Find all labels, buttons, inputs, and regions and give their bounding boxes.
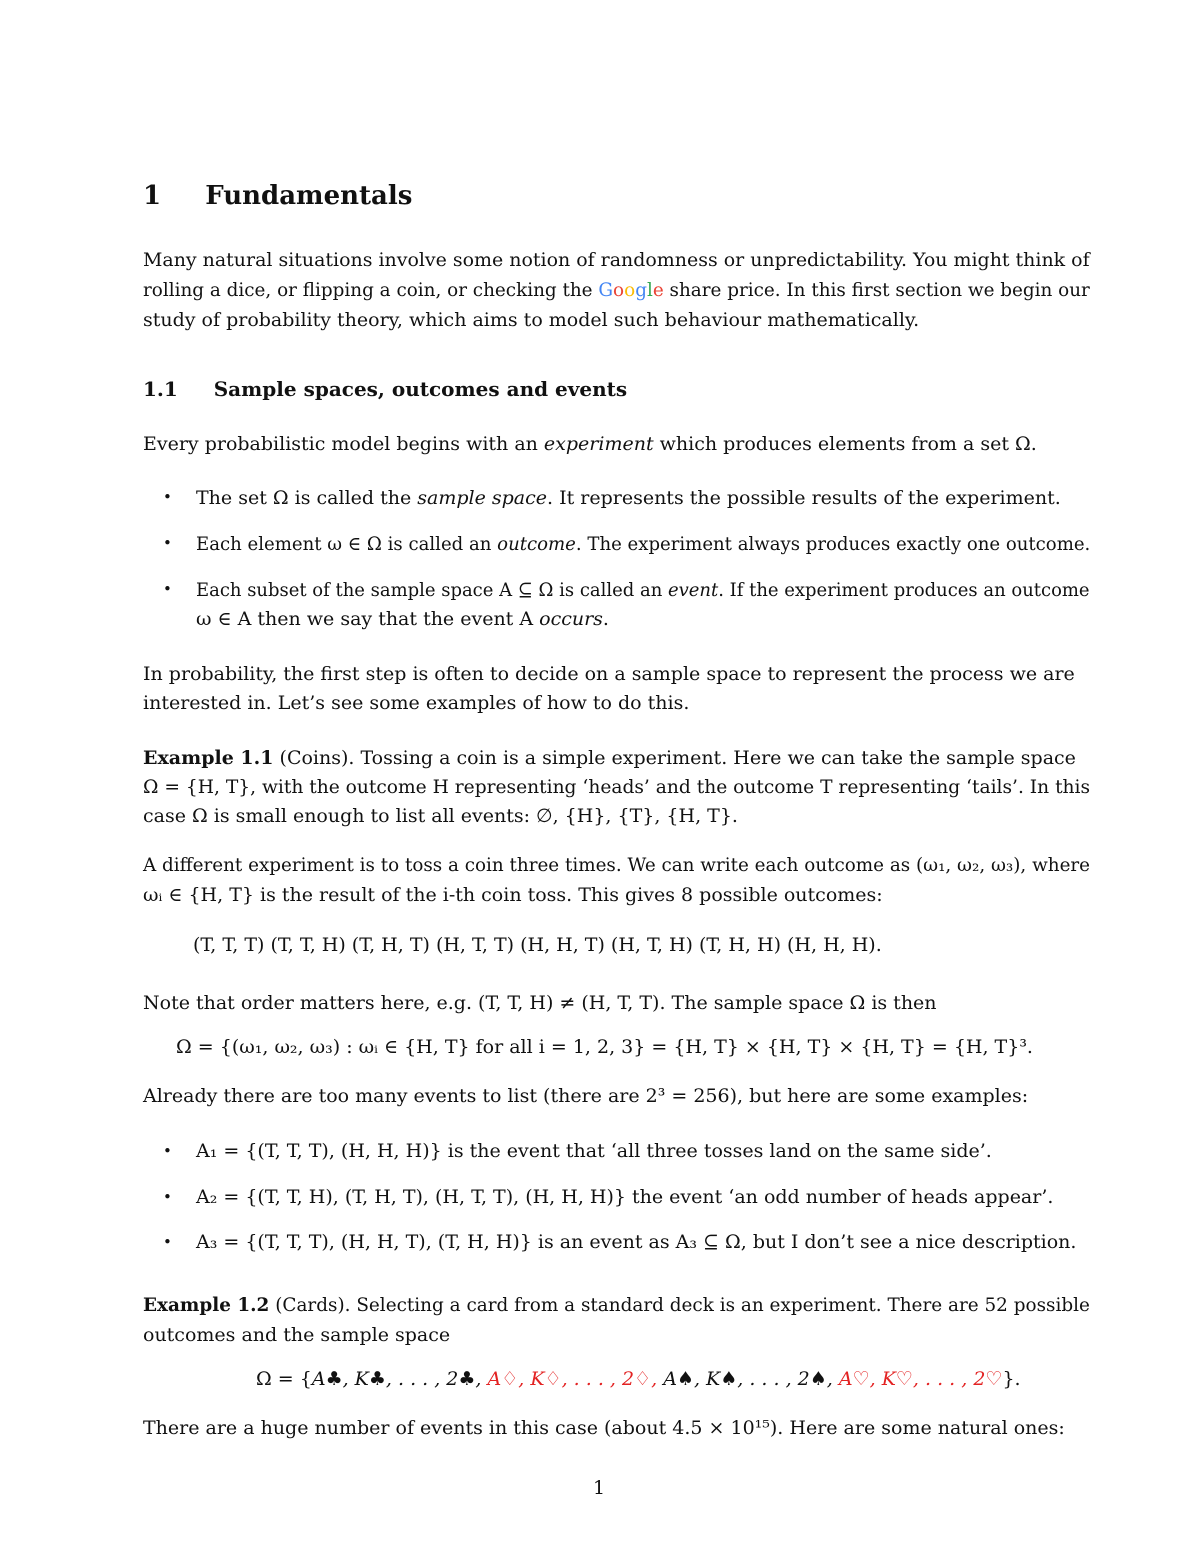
hearts-cards: A♡, K♡, . . . , 2♡ xyxy=(838,1368,1003,1390)
example-1-2-line-1: Example 1.2 (Cards). Selecting a card from a standard deck is an experiment. There are 52 possible xyxy=(143,1294,1090,1316)
intro-line-3: study of probability theory, which aims to model such behaviour mathematically. xyxy=(143,309,920,331)
page-number: 1 xyxy=(593,1477,606,1499)
three-tosses-line-1: A different experiment is to toss a coin three times. We can write each outcome as (ω₁, ω₂, ω₃), where xyxy=(143,854,1091,876)
section-number: 1 xyxy=(143,181,162,211)
bullet-dot: • xyxy=(163,1188,172,1206)
order-matters-line: Note that order matters here, e.g. (T, T, H) ≠ (H, T, T). The sample space Ω is then xyxy=(143,992,937,1014)
example-1-2-label: Example 1.2 xyxy=(143,1294,270,1316)
probability-line-1: In probability, the first step is often to decide on a sample space to represent the process we are xyxy=(143,663,1075,685)
experiment-sentence: Every probabilistic model begins with an experiment which produces elements from a set Ω. xyxy=(143,433,1037,455)
bullet-dot: • xyxy=(163,580,172,598)
bullet-outcome: Each element ω ∈ Ω is called an outcome. The experiment always produces exactly one outcome. xyxy=(196,533,1091,555)
three-tosses-line-2: ωᵢ ∈ {H, T} is the result of the i-th coin toss. This gives 8 possible outcomes: xyxy=(143,884,883,906)
section-heading xyxy=(143,181,412,211)
probability-line-2: interested in. Let’s see some examples of how to do this. xyxy=(143,692,690,714)
bullet-sample-space: The set Ω is called the sample space. It represents the possible results of the experiment. xyxy=(196,487,1061,509)
bullet-event: Each subset of the sample space A ⊆ Ω is called an event. If the experiment produces an outcome xyxy=(196,579,1090,601)
example-1-1-line-3: case Ω is small enough to list all events: ∅, {H}, {T}, {H, T}. xyxy=(143,805,738,827)
spades-cards: A♠, K♠, . . . , 2♠, xyxy=(663,1368,839,1390)
event-a1: A₁ = {(T, T, T), (H, H, H)} is the event that ‘all three tosses land on the same side’. xyxy=(196,1140,992,1162)
cards-sample-space-display: Ω = {A♣, K♣, . . . , 2♣, A♢, K♢, . . . , 2♢, A♠, K♠, . . . , 2♠, A♡, K♡, . . . , 2♡}. xyxy=(256,1368,1021,1390)
bullet-dot: • xyxy=(163,534,172,552)
outcomes-display: (T, T, T) (T, T, H) (T, H, T) (H, T, T) (H, H, T) (H, T, H) (T, H, H) (H, H, H). xyxy=(193,934,882,956)
example-1-1-line-1: Example 1.1 (Coins). Tossing a coin is a simple experiment. Here we can take the sample space xyxy=(143,747,1076,769)
subsection-heading xyxy=(143,377,627,401)
clubs-cards: A♣, K♣, . . . , 2♣, xyxy=(311,1368,488,1390)
intro-line-1: Many natural situations involve some notion of randomness or unpredictability. You might think of xyxy=(143,249,1090,271)
subsection-number: 1.1 xyxy=(143,377,178,401)
bullet-event-continued: ω ∈ A then we say that the event A occurs. xyxy=(196,608,609,630)
example-1-2-line-2: outcomes and the sample space xyxy=(143,1324,451,1346)
card-events-line: There are a huge number of events in this case (about 4.5 × 10¹⁵). Here are some natural ones: xyxy=(143,1417,1065,1439)
subsection-title: Sample spaces, outcomes and events xyxy=(213,377,628,401)
example-1-1-line-2: Ω = {H, T}, with the outcome H representing ‘heads’ and the outcome T representing ‘tails’. In this xyxy=(143,776,1091,798)
example-1-1-label: Example 1.1 xyxy=(143,747,274,769)
sample-space-display: Ω = {(ω₁, ω₂, ω₃) : ωᵢ ∈ {H, T} for all i = 1, 2, 3} = {H, T} × {H, T} × {H, T} = {H, T}³. xyxy=(176,1036,1033,1058)
diamonds-cards: A♢, K♢, . . . , 2♢, xyxy=(487,1368,664,1390)
google-word: Google xyxy=(598,279,664,301)
event-a2: A₂ = {(T, T, H), (T, H, T), (H, T, T), (H, H, H)} the event ‘an odd number of heads appear’. xyxy=(196,1186,1054,1208)
bullet-dot: • xyxy=(163,1142,172,1160)
events-count-line: Already there are too many events to list (there are 2³ = 256), but here are some examples: xyxy=(143,1085,1029,1107)
bullet-dot: • xyxy=(163,488,172,506)
intro-line-2: rolling a dice, or flipping a coin, or checking the Google share price. In this first section we begin our xyxy=(143,279,1090,301)
event-a3: A₃ = {(T, T, T), (H, H, T), (T, H, H)} is an event as A₃ ⊆ Ω, but I don’t see a nice description. xyxy=(196,1231,1077,1253)
bullet-dot: • xyxy=(163,1233,172,1251)
section-title: Fundamentals xyxy=(205,181,413,211)
